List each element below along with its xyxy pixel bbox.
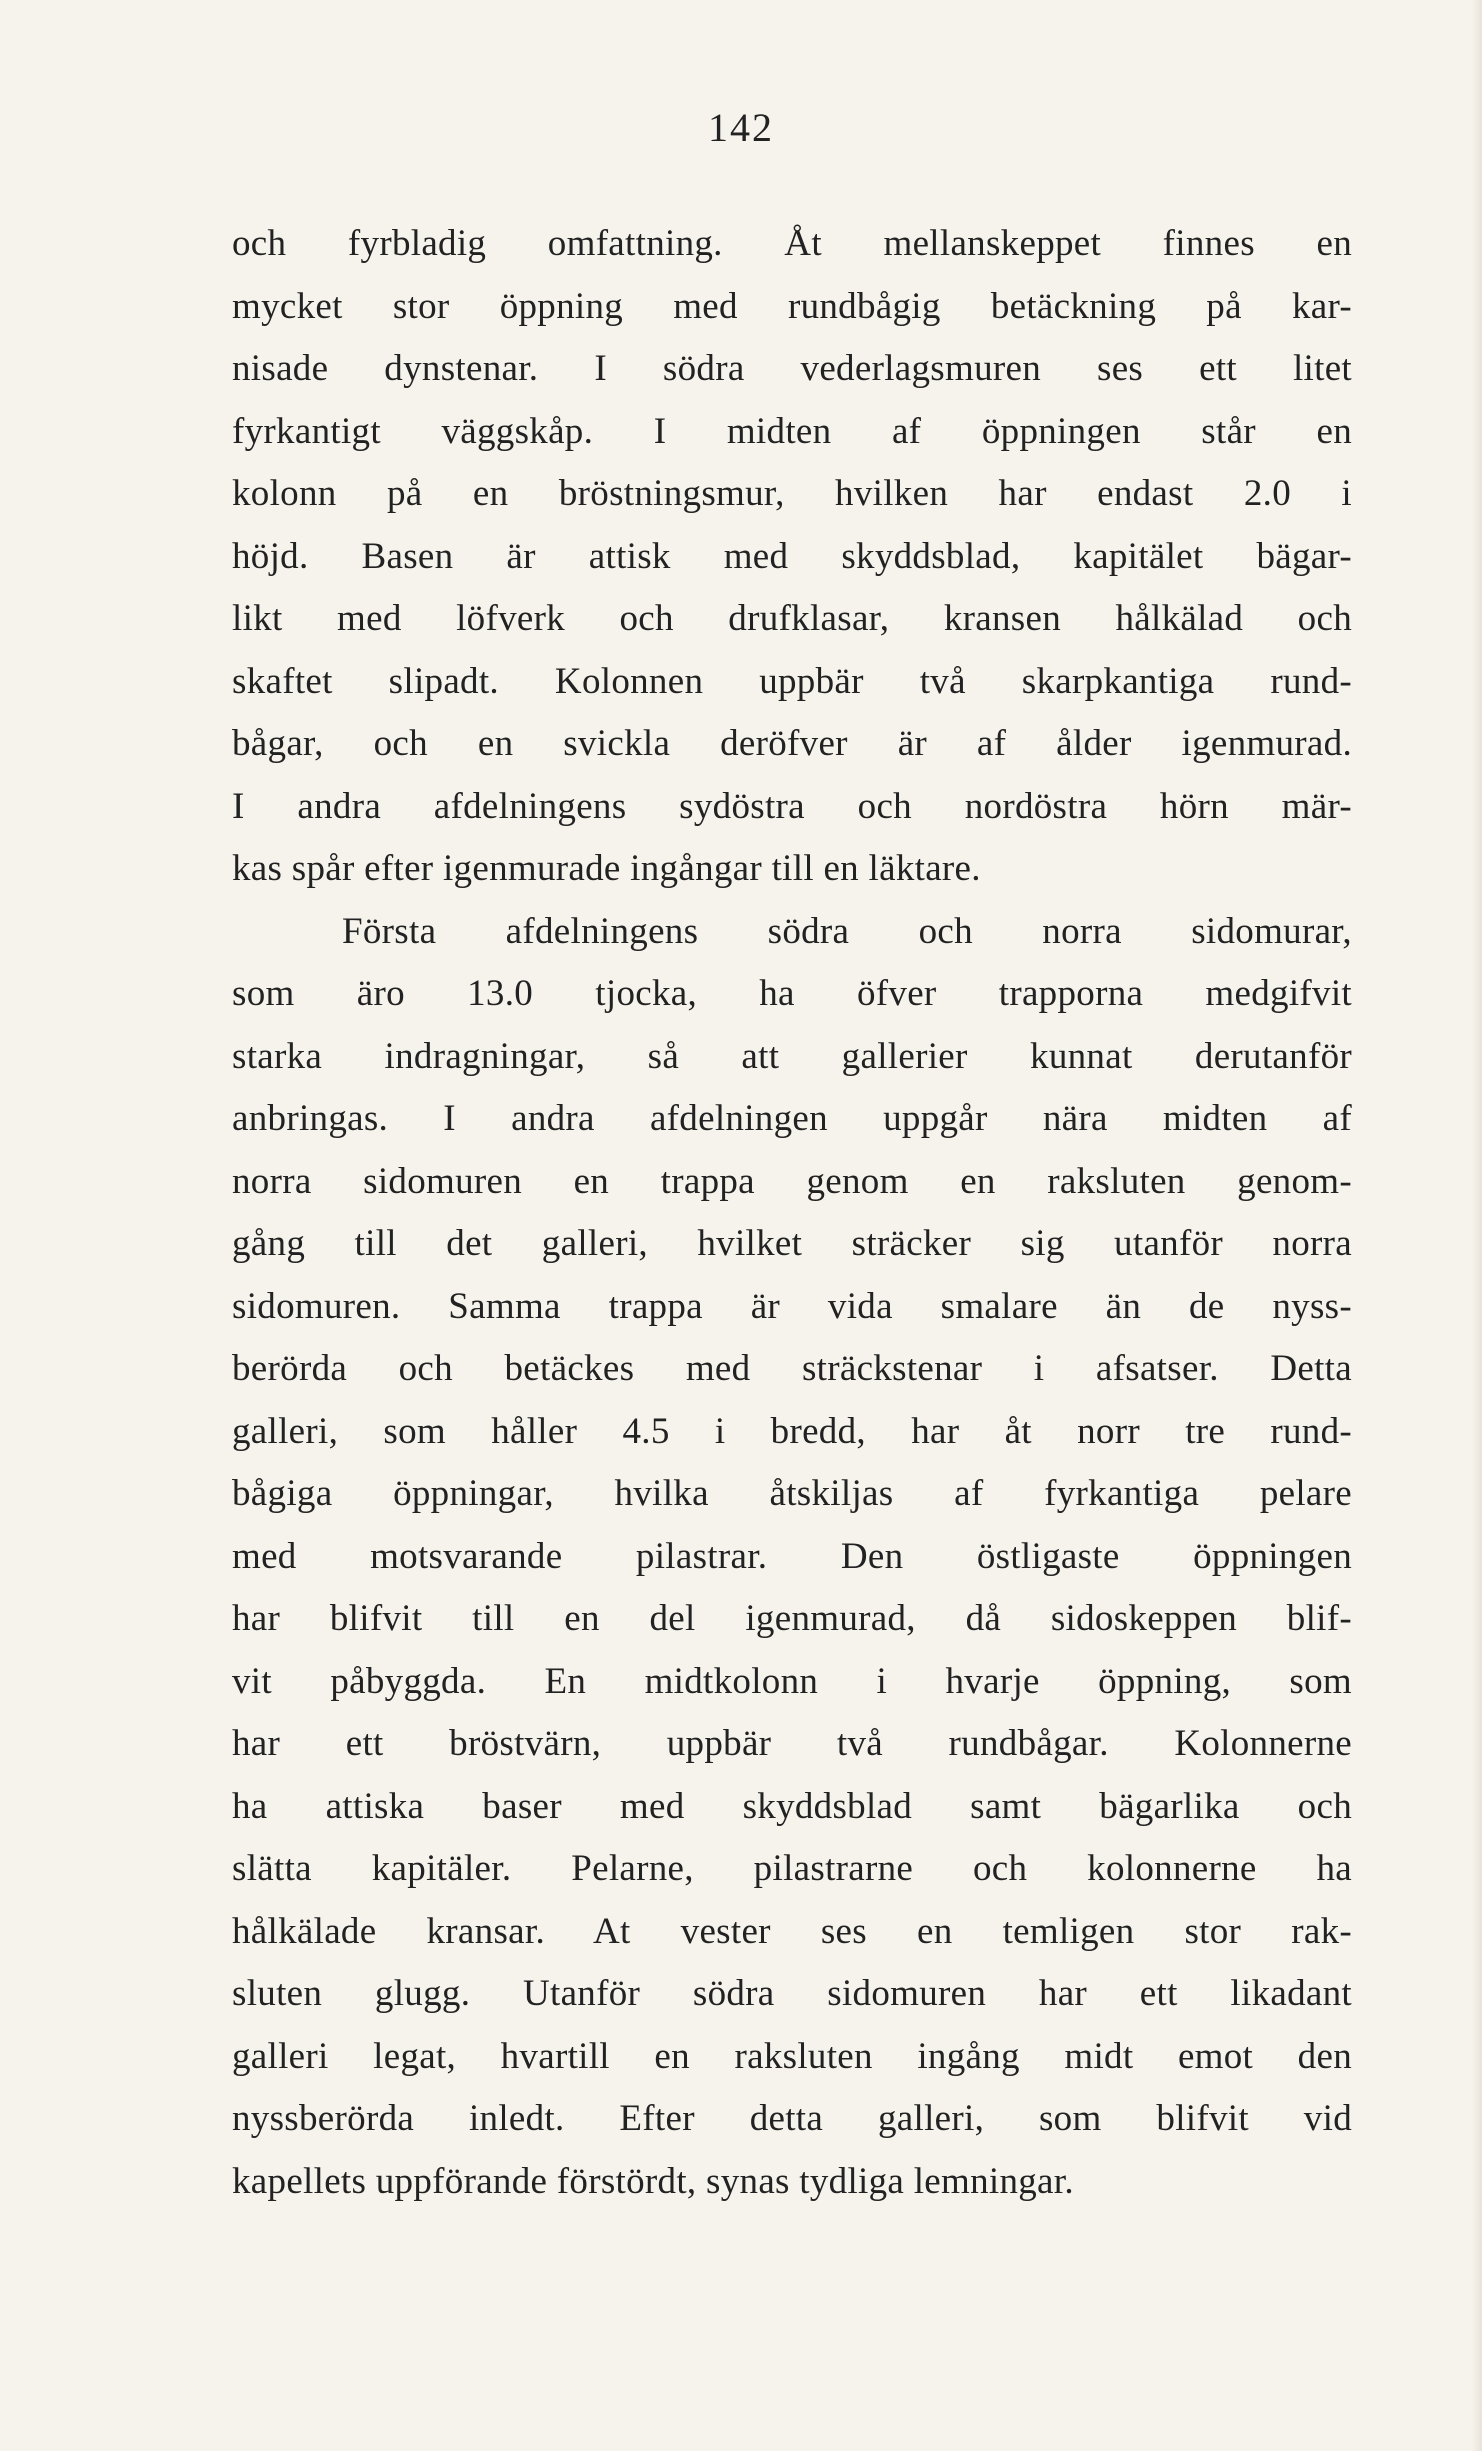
text-line: sluten glugg. Utanför södra sidomuren har ett likadant — [232, 1973, 1352, 2014]
text-line: galleri legat, hvartill en raksluten ingång midt emot den — [232, 2035, 1352, 2077]
body-text — [232, 213, 1352, 2213]
text-line: vit påbyggda. En midtkolonn i hvarje öppning, som — [232, 1660, 1352, 1702]
text-line: nisade dynstenar. I södra vederlagsmuren ses ett litet — [232, 348, 1352, 389]
text-line: med motsvarande pilastrar. Den östligaste öppningen — [232, 1535, 1352, 1577]
text-line: hålkälade kransar. At vester ses en temligen stor rak- — [232, 1910, 1352, 1952]
text-line: galleri, som håller 4.5 i bredd, har åt norr tre rund- — [232, 1410, 1352, 1452]
text-line: har ett bröstvärn, uppbär två rundbågar. Kolonnerne — [232, 1723, 1352, 1764]
text-line: kolonn på en bröstningsmur, hvilken har endast 2.0 i — [232, 473, 1352, 514]
page-edge — [1472, 0, 1482, 2451]
text-line: fyrkantigt väggskåp. I midten af öppningen står en — [232, 410, 1352, 452]
text-line: som äro 13.0 tjocka, ha öfver trapporna medgifvit — [232, 973, 1352, 1014]
text-line: kas spår efter igenmurade ingångar till en läktare. — [232, 848, 981, 889]
text-line: berörda och betäckes med sträckstenar i afsatser. Detta — [232, 1348, 1352, 1389]
text-line: I andra afdelningens sydöstra och nordöstra hörn mär- — [232, 785, 1352, 827]
text-line: bågiga öppningar, hvilka åtskiljas af fyrkantiga pelare — [232, 1473, 1352, 1514]
text-line: bågar, och en svickla deröfver är af ålder igenmurad. — [232, 723, 1352, 764]
text-line: och fyrbladig omfattning. Åt mellanskeppet finnes en — [232, 223, 1352, 264]
text-line: höjd. Basen är attisk med skyddsblad, kapitälet bägar- — [232, 535, 1352, 577]
text-line: har blifvit till en del igenmurad, då sidoskeppen blif- — [232, 1598, 1352, 1639]
text-line: anbringas. I andra afdelningen uppgår nära midten af — [232, 1098, 1352, 1139]
text-line: norra sidomuren en trappa genom en raksluten genom- — [232, 1160, 1352, 1202]
text-line: starka indragningar, så att gallerier kunnat derutanför — [232, 1035, 1352, 1077]
page-number: 142 — [708, 105, 774, 150]
text-line: gång till det galleri, hvilket sträcker sig utanför norra — [232, 1223, 1352, 1264]
text-line: sidomuren. Samma trappa är vida smalare än de nyss- — [232, 1285, 1352, 1327]
text-line: kapellets uppförande förstördt, synas tydliga lemningar. — [232, 2160, 1074, 2202]
text-line: ha attiska baser med skyddsblad samt bägarlika och — [232, 1785, 1352, 1827]
text-line: Första afdelningens södra och norra sidomurar, — [342, 910, 1352, 952]
text-line: slätta kapitäler. Pelarne, pilastrarne och kolonnerne ha — [232, 1848, 1352, 1889]
text-line: nyssberörda inledt. Efter detta galleri, som blifvit vid — [232, 2098, 1352, 2139]
text-line: skaftet slipadt. Kolonnen uppbär två skarpkantiga rund- — [232, 660, 1352, 702]
text-line: likt med löfverk och drufklasar, kransen hålkälad och — [232, 598, 1352, 639]
text-line: mycket stor öppning med rundbågig betäckning på kar- — [232, 285, 1352, 327]
